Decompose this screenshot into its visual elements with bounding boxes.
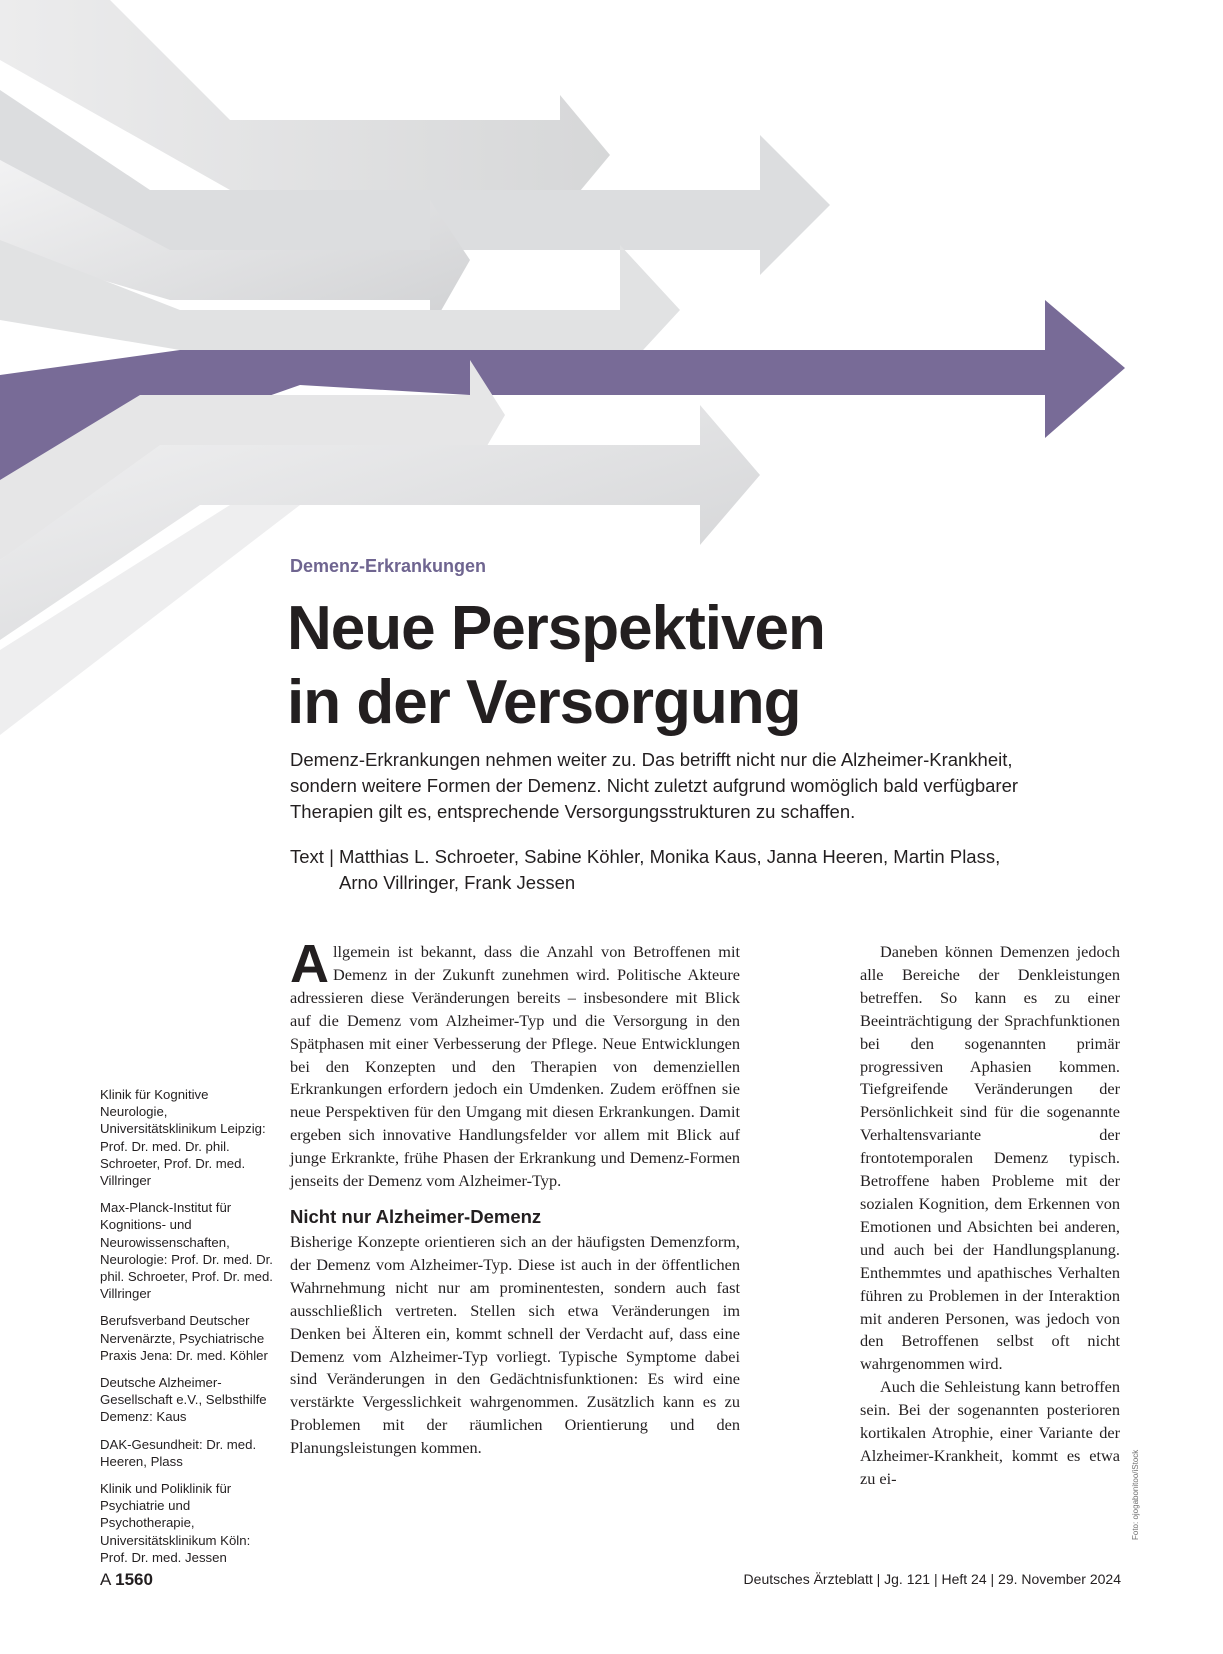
author-credits — [290, 844, 1090, 896]
credits-names: Matthias L. Schroeter, Sabine Köhler, Monika Kaus, Janna Heeren, Martin Plass, Arno Villringer, Frank Jessen — [339, 846, 1001, 893]
article-kicker: Demenz-Erkrankungen — [290, 556, 487, 576]
article-title — [287, 592, 1127, 740]
affiliation-item: Max-Planck-Institut für Kognitions- und Neurowissenschaften, Neurologie: Prof. Dr. med. Dr. phil. Schroeter, Prof. Dr. med. Villringer — [100, 1200, 273, 1302]
paragraph-text: llgemein ist bekannt, dass die Anzahl von Betroffenen mit Demenz in der Zukunft zunehmen wird. Politische Akteure adressieren diese Veränderungen bereits – insbesondere mit Blick auf die Demenz vom Alzheimer-Typ und die Versorgung in den Spätphasen mit einer Verbesserung der Pflege. Neue Entwicklungen bei den Konzepten und den Therapien von demenziellen Erkrankungen erfordern jedoch ein Umdenken. Zudem eröffnen sie neue Perspektiven für den Umgang mit diesen Erkrankungen. Damit ergeben sich innovative Handlungsfelder vor allem mit Blick auf junge Erkrankte, frühe Phasen der Erkrankung und Demenz-Formen jenseits der Demenz vom Alzheimer-Typ. — [290, 942, 740, 1191]
photo-credit: Foto: ojogabonitoo/iStock — [1131, 1449, 1140, 1540]
affiliation-item: Klinik für Kognitive Neurologie, Universitätsklinikum Leipzig: Prof. Dr. med. Dr. phil. Schroeter, Prof. Dr. med. Villringer — [100, 1087, 266, 1189]
journal-footer: Deutsches Ärzteblatt | Jg. 121 | Heft 24 | 29. November 2024 — [743, 1571, 1121, 1587]
drop-cap: A — [290, 934, 329, 994]
body-column-1 — [290, 934, 740, 1460]
body-paragraph: Auch die Sehleistung kann betroffen sein. Bei der sogenannten posterioren kortikalen Atrophie, einer Variante der Alzheimer-Krankheit, kommt es etwa zu ei- — [860, 1377, 1120, 1488]
body-column-2 — [860, 941, 1120, 1491]
body-paragraph: Bisherige Konzepte orientieren sich an der häufigsten Demenzform, der Demenz vom Alzheimer-Typ. Diese ist auch in der öffentlichen Wahrnehmung nicht nur am prominentesten, sondern auch fast ausschließlich vertreten. Stellen sich etwa Veränderungen im Denken bei Älteren ein, kommt schnell der Verdacht auf, dass eine Demenz vom Alzheimer-Typ vorliegt. Typische Symptome dabei sind Veränderungen in den Gedächtnisfunktionen: Es wird eine verstärkte Vergesslichkeit wahrgenommen. Zusätzlich kann es zu Problemen mit der räumlichen Orientierung und den Planungsleistungen kommen. — [290, 1231, 740, 1458]
affiliation-item: Klinik und Poliklinik für Psychiatrie und Psychotherapie, Universitätsklinikum Köln: Prof. Dr. med. Jessen — [100, 1481, 251, 1565]
title-line-1: Neue Perspektiven — [287, 594, 825, 663]
title-line-2: in der Versorgung — [287, 668, 801, 737]
affiliation-item: Deutsche Alzheimer-Gesellschaft e.V., Selbsthilfe Demenz: Kaus — [100, 1375, 267, 1425]
body-paragraph: Daneben können Demenzen jedoch alle Bereiche der Denkleistungen betreffen. So kann es zu einer Beeinträchtigung der Sprachfunktionen bei den sogenannten primär progressiven Aphasien kommen. Tiefgreifende Veränderungen der Persönlichkeit sind für die sogenannte Verhaltensvariante der frontotemporalen Demenz typisch. Betroffene haben Probleme mit der sozialen Kognition, dem Erkennen von Emotionen und Absichten bei anderen, und auch bei der Handlungsplanung. Enthemmtes und apathisches Verhalten führen zu Problemen in der Interaktion mit anderen Personen, was jedoch von den Betroffenen selbst oft nicht wahrgenommen wird. — [860, 942, 1120, 1374]
affiliation-item: Berufsverband Deutscher Nervenärzte, Psychiatrische Praxis Jena: Dr. med. Köhler — [100, 1313, 268, 1363]
article-lead: Demenz-Erkrankungen nehmen weiter zu. Das betrifft nicht nur die Alzheimer-Krankheit, sondern weitere Formen der Demenz. Nicht zuletzt aufgrund womöglich bald verfügbarer Therapien gilt es, entsprechende Versorgungsstrukturen zu schaffen. — [290, 749, 1019, 822]
page-number-value: 1560 — [115, 1570, 153, 1589]
page-number — [100, 1570, 153, 1590]
body-paragraph — [290, 934, 740, 1193]
affiliations-list — [100, 1086, 275, 1576]
section-heading: Nicht nur Alzheimer-Demenz — [290, 1205, 542, 1227]
page-prefix: A — [100, 1570, 111, 1589]
credits-label: Text | — [290, 846, 334, 867]
affiliation-item: DAK-Gesundheit: Dr. med. Heeren, Plass — [100, 1436, 257, 1469]
